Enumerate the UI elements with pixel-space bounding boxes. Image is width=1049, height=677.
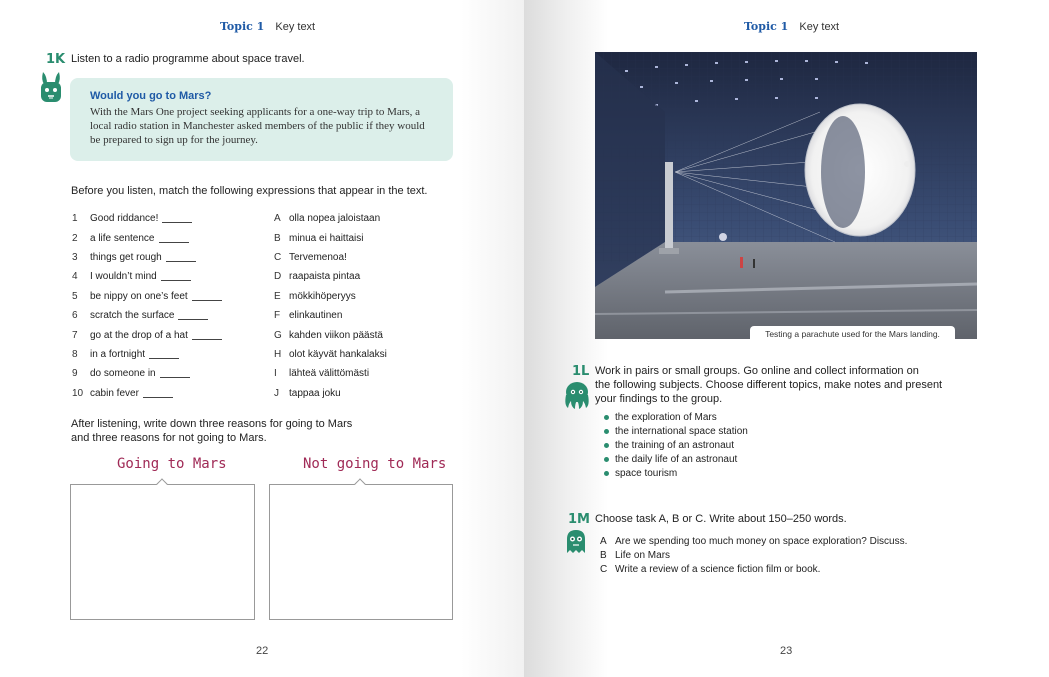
expression-number: 6 xyxy=(72,310,78,322)
finnish-letter: F xyxy=(274,310,281,322)
finnish-letter: D xyxy=(274,271,282,283)
subject-text: the training of an astronaut xyxy=(615,439,734,451)
finnish-row xyxy=(274,267,454,286)
not-going-to-mars-title: Not going to Mars xyxy=(303,456,447,472)
match-instruction: Before you listen, match the following expressions that appear in the text. xyxy=(71,185,428,197)
finnish-text: raapaista pintaa xyxy=(289,271,361,283)
after-instruction-line-2: and three reasons for not going to Mars. xyxy=(71,432,267,444)
expression-text: things get rough xyxy=(90,251,162,263)
subject-text: space tourism xyxy=(615,467,678,479)
option-item xyxy=(600,534,907,548)
task-1m-prompt: Choose task A, B or C. Write about 150–250 words. xyxy=(595,513,847,525)
expression-text: scratch the surface xyxy=(90,310,175,322)
task-id-1k: 1K xyxy=(46,52,66,67)
finnish-text: Tervemenoa! xyxy=(289,251,347,263)
task-id-1m: 1M xyxy=(568,512,590,527)
subject-item xyxy=(604,411,748,425)
finnish-letter: H xyxy=(274,348,282,360)
ghost-mascot-icon xyxy=(565,529,587,555)
expression-text: in a fortnight xyxy=(90,348,146,360)
subject-item xyxy=(604,425,748,439)
answer-blank[interactable] xyxy=(159,234,189,243)
page-header xyxy=(744,20,839,33)
going-reasons-box[interactable] xyxy=(70,484,255,620)
option-text: Write a review of a science fiction film or book. xyxy=(615,563,821,575)
task-1l-line-2: the following subjects. Choose different topics, make notes and present xyxy=(595,379,943,391)
topic-label: Topic 1 xyxy=(220,20,265,33)
expression-text: a life sentence xyxy=(90,232,155,244)
answer-blank[interactable] xyxy=(161,272,191,281)
finnish-text: mökkihöperyys xyxy=(289,290,356,302)
subjects-list xyxy=(604,411,748,480)
key-text-label: Key text xyxy=(799,21,840,33)
page-number-right: 23 xyxy=(780,645,793,657)
finnish-text: kahden viikon päästä xyxy=(289,329,383,341)
expression-text: go at the drop of a hat xyxy=(90,329,188,341)
page-header xyxy=(220,20,315,33)
subject-item xyxy=(604,452,748,466)
answer-blank[interactable] xyxy=(143,389,173,398)
parachute-photo xyxy=(595,52,977,339)
expression-row xyxy=(72,325,252,344)
finnish-text: minua ei haittaisi xyxy=(289,232,364,244)
finnish-list xyxy=(274,209,454,403)
subject-text: the daily life of an astronaut xyxy=(615,453,738,465)
page-number-left: 22 xyxy=(256,645,269,657)
expression-text: cabin fever xyxy=(90,387,139,399)
finnish-text: lähteä välittömästi xyxy=(289,368,370,380)
expression-row xyxy=(72,306,252,325)
bullet-dot xyxy=(604,429,609,434)
option-letter: C xyxy=(600,563,608,575)
finnish-row xyxy=(274,364,454,383)
finnish-letter: I xyxy=(274,368,277,380)
answer-blank[interactable] xyxy=(160,369,190,378)
task-id-1l: 1L xyxy=(572,364,590,379)
subject-text: the exploration of Mars xyxy=(615,412,717,424)
answer-blank[interactable] xyxy=(149,350,179,359)
bunny-mascot-icon xyxy=(38,70,64,104)
option-text: Life on Mars xyxy=(615,549,671,561)
finnish-letter: A xyxy=(274,213,281,225)
expression-number: 4 xyxy=(72,271,78,283)
finnish-row xyxy=(274,209,454,228)
finnish-row xyxy=(274,248,454,267)
finnish-letter: C xyxy=(274,251,282,263)
finnish-text: tappaa joku xyxy=(289,387,341,399)
info-title: Would you go to Mars? xyxy=(90,90,212,102)
bullet-dot xyxy=(604,415,609,420)
going-to-mars-title: Going to Mars xyxy=(117,456,227,472)
topic-label: Topic 1 xyxy=(744,20,789,33)
key-text-label: Key text xyxy=(275,21,316,33)
finnish-row xyxy=(274,228,454,247)
expression-number: 3 xyxy=(72,251,78,263)
info-body: With the Mars One project seeking applicants for a one-way trip to Mars, a local radio station in Manchester asked members of the public if they would be prepared to sign up for the journey. xyxy=(90,106,425,146)
option-letter: A xyxy=(600,535,607,547)
answer-blank[interactable] xyxy=(166,253,196,262)
finnish-letter: E xyxy=(274,290,281,302)
answer-blank[interactable] xyxy=(192,292,222,301)
finnish-letter: G xyxy=(274,329,282,341)
finnish-text: elinkautinen xyxy=(289,310,343,322)
expression-row xyxy=(72,345,252,364)
expression-row xyxy=(72,248,252,267)
option-item xyxy=(600,562,907,576)
option-text: Are we spending too much money on space exploration? Discuss. xyxy=(615,535,908,547)
expression-number: 9 xyxy=(72,368,78,380)
expression-row xyxy=(72,364,252,383)
writing-options-list xyxy=(600,534,907,576)
photo-caption: Testing a parachute used for the Mars landing. xyxy=(750,326,955,342)
bullet-dot xyxy=(604,443,609,448)
after-instruction-line-1: After listening, write down three reasons for going to Mars xyxy=(71,418,353,430)
finnish-row xyxy=(274,384,454,403)
finnish-text: olot käyvät hankalaksi xyxy=(289,348,387,360)
finnish-letter: J xyxy=(274,387,279,399)
subject-item xyxy=(604,466,748,480)
not-going-reasons-box[interactable] xyxy=(269,484,453,620)
subject-item xyxy=(604,439,748,453)
expression-text: I wouldn’t mind xyxy=(90,271,157,283)
left-page xyxy=(0,0,524,677)
finnish-letter: B xyxy=(274,232,281,244)
expression-number: 8 xyxy=(72,348,78,360)
expression-number: 7 xyxy=(72,329,78,341)
answer-blank[interactable] xyxy=(178,311,208,320)
finnish-row xyxy=(274,306,454,325)
task-1k-prompt: Listen to a radio programme about space travel. xyxy=(71,53,305,65)
subject-text: the international space station xyxy=(615,426,748,438)
expression-number: 10 xyxy=(72,387,84,399)
info-box xyxy=(70,78,453,161)
octopus-mascot-icon xyxy=(562,381,592,411)
bullet-dot xyxy=(604,457,609,462)
option-letter: B xyxy=(600,549,607,561)
task-1l-line-3: your findings to the group. xyxy=(595,393,723,405)
expression-row xyxy=(72,267,252,286)
expression-row xyxy=(72,287,252,306)
expression-number: 2 xyxy=(72,232,78,244)
finnish-text: olla nopea jaloistaan xyxy=(289,213,381,225)
finnish-row xyxy=(274,287,454,306)
finnish-row xyxy=(274,345,454,364)
option-item xyxy=(600,548,907,562)
expressions-list xyxy=(72,209,252,403)
expression-row xyxy=(72,228,252,247)
expression-number: 5 xyxy=(72,290,78,302)
answer-blank[interactable] xyxy=(192,331,222,340)
finnish-row xyxy=(274,325,454,344)
answer-blank[interactable] xyxy=(162,214,192,223)
expression-number: 1 xyxy=(72,213,78,225)
expression-row xyxy=(72,209,252,228)
task-1l-line-1: Work in pairs or small groups. Go online and collect information on xyxy=(595,365,919,377)
expression-row xyxy=(72,384,252,403)
bullet-dot xyxy=(604,471,609,476)
expression-text: be nippy on one’s feet xyxy=(90,290,188,302)
expression-text: Good riddance! xyxy=(90,213,159,225)
expression-text: do someone in xyxy=(90,368,156,380)
